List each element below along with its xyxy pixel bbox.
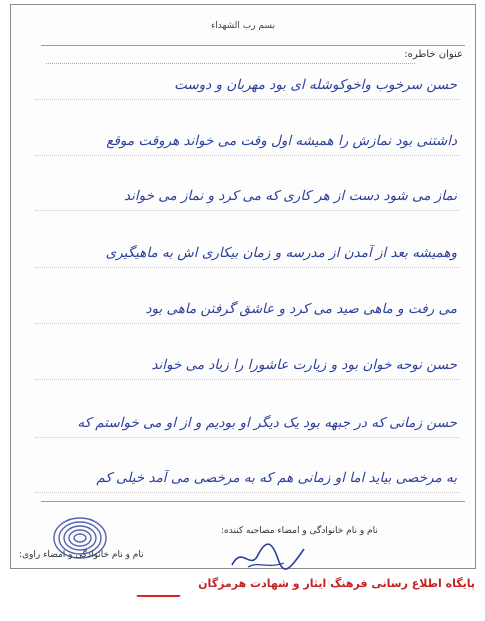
narrator-signature-label: نام و نام خانوادگی و امضاء راوی: — [19, 550, 144, 560]
handwritten-line-8: به مرخصی بیاید اما او زمانی هم که به مرخصی می آمد خیلی کم — [96, 470, 457, 486]
handwritten-line-6: حسن نوحه خوان بود و زیارت عاشورا را زیاد می خواند — [151, 357, 457, 373]
ruled-line — [35, 155, 459, 156]
ruled-line — [35, 437, 459, 438]
interviewer-signature-label: نام و نام خانوادگی و امضاء مصاحبه کننده: — [221, 526, 378, 536]
handwritten-line-3: نماز می شود دست از هر کاری که می کرد و نماز می خواند — [124, 188, 457, 204]
signature-scribble — [228, 535, 308, 575]
handwritten-line-7: حسن زمانی که در جبهه بود یک دیگر او بودیم و از او می خواستم که — [77, 415, 457, 431]
brand-caption: پایگاه اطلاع رسانی فرهنگ ایثار و شهادت هرمزگان — [120, 573, 475, 595]
handwritten-line-1: حسن سرخوب واخوکوشله ای بود مهربان و دوست — [174, 77, 457, 93]
footer-divider — [41, 501, 465, 502]
brand-logo: شاهد — [136, 573, 183, 597]
ruled-line — [35, 267, 459, 268]
ruled-line — [35, 323, 459, 324]
memory-sheet — [10, 4, 476, 569]
ruled-line — [35, 99, 459, 100]
memory-title-label: عنوان خاطره: — [404, 49, 463, 60]
header-divider — [41, 45, 465, 46]
ruled-line — [35, 492, 459, 493]
title-dotted-line — [46, 63, 415, 64]
ruled-line — [35, 379, 459, 380]
handwritten-line-4: وهمیشه بعد از آمدن از مدرسه و زمان بیکاری اش به ماهیگیری — [105, 245, 457, 261]
ruled-line — [35, 210, 459, 211]
page-header: بسم رب الشهداء — [211, 21, 275, 31]
handwritten-line-5: می رفت و ماهی صید می کرد و عاشق گرفتن ماهی بود — [145, 301, 457, 317]
handwritten-line-2: داشتنی بود نمازش را همیشه اول وقت می خواند هروقت موقع — [106, 133, 457, 149]
